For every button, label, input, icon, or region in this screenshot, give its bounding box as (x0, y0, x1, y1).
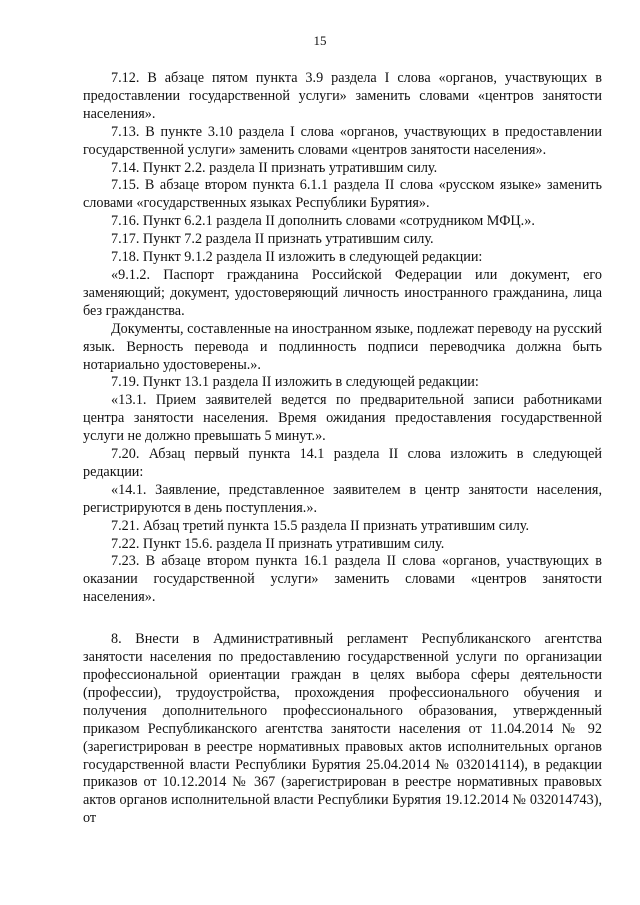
paragraph-14-1-quote: «14.1. Заявление, представленное заявителем в центр занятости населения, регистрируются в день поступления.». (83, 481, 602, 516)
paragraph-7-20: 7.20. Абзац первый пункта 14.1 раздела II слова изложить в следующей редакции: (83, 446, 602, 480)
paragraph-9-1-2-quote: «9.1.2. Паспорт гражданина Российской Федерации или документ, его заменяющий; документ, удостоверяющий личность иностранного гражданина, лица без гражданства. (83, 266, 602, 319)
paragraph-7-16: 7.16. Пункт 6.2.1 раздела II дополнить словами «сотрудником МФЦ.». (111, 213, 535, 230)
page-number: 15 (313, 33, 327, 48)
paragraph-7-17: 7.17. Пункт 7.2 раздела II признать утратившим силу. (111, 231, 434, 248)
paragraph-7-21: 7.21. Абзац третий пункта 15.5 раздела II признать утратившим силу. (111, 517, 529, 534)
paragraph-7-22: 7.22. Пункт 15.6. раздела II признать утратившим силу. (111, 535, 445, 552)
paragraph-7-13: 7.13. В пункте 3.10 раздела I слова «органов, участвующих в предоставлении государственной услуги» заменить словами «центров занятости населения». (83, 123, 602, 158)
document-body (83, 70, 602, 828)
paragraph-7-19: 7.19. Пункт 13.1 раздела II изложить в следующей редакции: (111, 374, 479, 391)
paragraph-13-1-quote: «13.1. Прием заявителей ведется по предварительной записи работниками центра занятости населения. Время ожидания предоставления государственной услуги не должно превышать 5 минут.». (83, 392, 602, 445)
paragraph-7-15: 7.15. В абзаце втором пункта 6.1.1 раздела II слова «русском языке» заменить словами «государственных языках Республики Бурятия». (83, 177, 602, 212)
paragraph-7-23: 7.23. В абзаце втором пункта 16.1 раздела II слова «органов, участвующих в оказании государственной услуги» заменить словами «центров занятости населения». (83, 553, 602, 606)
paragraph-translation-note: Документы, составленные на иностранном языке, подлежат переводу на русский язык. Верность перевода и подлинность подписи переводчика должна быть нотариально удостоверены.». (83, 320, 602, 373)
paragraph-8: 8. Внести в Административный регламент Республиканского агентства занятости населения по предоставлению государственной услуги по организации профессиональной ориентации граждан в целях выбора сферы деятельности (профессии), трудоустройства, прохождения профессионального обучения и получения дополнительного профессионального образования, утвержденный приказом Республиканского агентства занятости населения от 11.04.2014 № 92 (зарегистрирован в реестре нормативных правовых актов исполнительных органов государственной власти Республики Бурятия 25.04.2014 № 032014114), в редакции приказов от 10.12.2014 № 367 (зарегистрирован в реестре нормативных правовых актов органов исполнительной власти Республики Бурятия 19.12.2014 № 032014743), от (83, 631, 602, 827)
paragraph-7-18: 7.18. Пункт 9.1.2 раздела II изложить в следующей редакции: (111, 249, 483, 266)
paragraph-7-14: 7.14. Пункт 2.2. раздела II признать утратившим силу. (111, 159, 438, 176)
paragraph-7-12: 7.12. В абзаце пятом пункта 3.9 раздела I слова «органов, участвующих в предоставлении государственной услуги» заменить словами «центров занятости населения». (83, 70, 602, 122)
